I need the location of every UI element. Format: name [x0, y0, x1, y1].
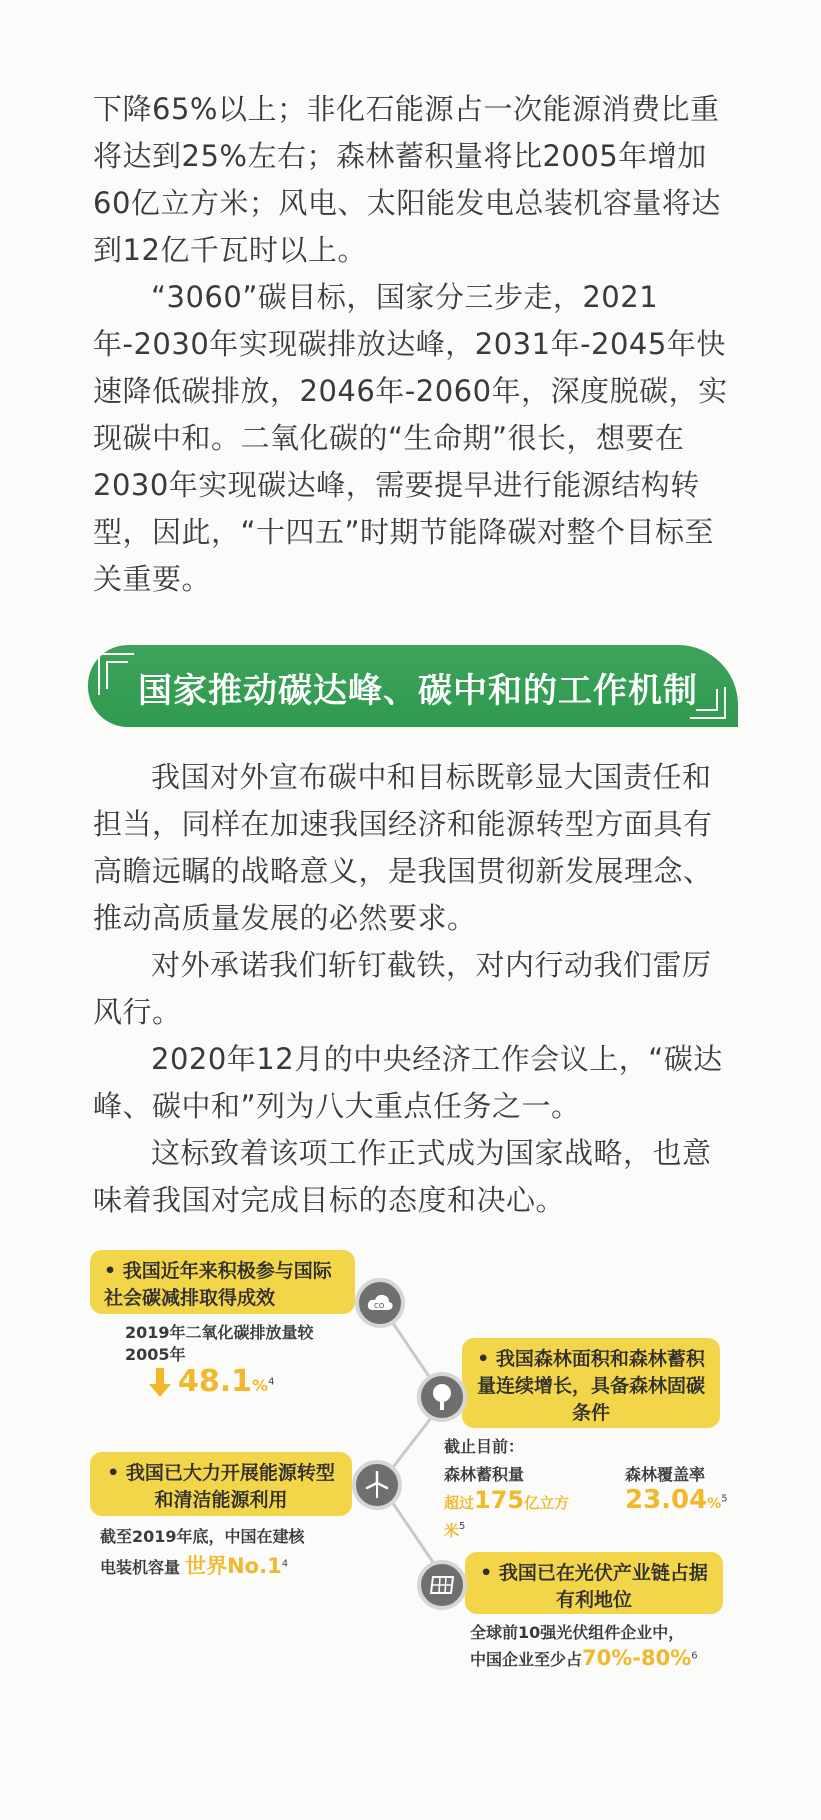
info-box-energy: • 我国已大力开展能源转型和清洁能源利用 [90, 1452, 352, 1516]
wind-turbine-icon [352, 1460, 402, 1510]
forest-stock-unit: 亿立方米 [444, 1494, 570, 1540]
energy-caption-line2 [100, 1550, 288, 1580]
info-box-solar: • 我国已在光伏产业链占据有利地位 [465, 1552, 723, 1614]
down-arrow-icon [148, 1368, 172, 1402]
corner-decoration-left-inner [106, 661, 128, 689]
info-box-emissions: • 我国近年来积极参与国际社会碳减排取得成效 [90, 1250, 355, 1314]
paragraph-promise: 对外承诺我们斩钉截铁，对内行动我们雷厉风行。 [93, 948, 712, 1029]
solar-footnote: 6 [691, 1650, 698, 1662]
tree-icon [417, 1372, 467, 1422]
forest-cover-value-group [625, 1485, 728, 1515]
solar-caption-line2 [470, 1646, 698, 1671]
forest-stock-footnote: 5 [459, 1521, 466, 1532]
cloud-co2-icon [355, 1278, 405, 1328]
svg-text:CO: CO [374, 1302, 385, 1310]
forest-cover-value: 23.04 [625, 1485, 708, 1515]
emissions-value-group [178, 1364, 274, 1399]
forest-cover-footnote: 5 [721, 1493, 728, 1505]
corner-decoration-right-inner [696, 689, 718, 711]
paragraph-targets: 下降65%以上；非化石能源占一次能源消费比重将达到25%左右；森林蓄积量将比2005年增加60亿立方米；风电、太阳能发电总装机容量将达到12亿千瓦时以上。 [93, 92, 721, 267]
infographic [90, 1240, 750, 1680]
energy-caption-line1: 截至2019年底，中国在建核 [100, 1527, 305, 1546]
paragraph-commitment: 我国对外宣布碳中和目标既彰显大国责任和担当，同样在加速我国经济和能源转型方面具有高瞻远瞩的战略意义，是我国贯彻新发展理念、推动高质量发展的必然要求。 [93, 760, 713, 935]
forest-cover-unit: % [707, 1496, 722, 1512]
solar-caption-line1: 全球前10强光伏组件企业中， [470, 1623, 685, 1642]
paragraph-strategy: 这标致着该项工作正式成为国家战略，也意味着我国对完成目标的态度和决心。 [93, 1136, 712, 1217]
energy-footnote: 4 [281, 1558, 289, 1570]
forest-caption: 截止目前： [444, 1437, 525, 1456]
forest-cover-label: 森林覆盖率 [625, 1465, 706, 1484]
emissions-footnote: 4 [268, 1376, 275, 1388]
section-banner [88, 645, 738, 727]
section-title: 国家推动碳达峰、碳中和的工作机制 [138, 671, 698, 711]
forest-stock-value: 175 [474, 1486, 525, 1514]
forest-stock-label: 森林蓄积量 [444, 1465, 525, 1484]
info-box-forest: • 我国森林面积和森林蓄积量连续增长，具备森林固碳条件 [462, 1338, 720, 1428]
emissions-value: 48.1 [178, 1364, 253, 1399]
paragraph-conference: 2020年12月的中央经济工作会议上，“碳达峰、碳中和”列为八大重点任务之一。 [93, 1042, 723, 1123]
paragraph-3060: “3060”碳目标，国家分三步走，2021年-2030年实现碳排放达峰，2031年-2045年快速降低碳排放，2046年-2060年，深度脱碳，实现碳中和。二氧化碳的“生命期”很长，想要在2030年实现碳达峰，需要提早进行能源结构转型，因此，“十四五”时期节能降碳对整个目标至关重要。 [93, 280, 728, 596]
forest-stock-prefix: 超过 [444, 1494, 475, 1512]
energy-caption-text: 电装机容量 [100, 1558, 181, 1577]
emissions-caption: 2019年二氧化碳排放量较2005年 [125, 1323, 314, 1364]
emissions-unit: % [252, 1376, 269, 1395]
energy-value: 世界No.1 [185, 1554, 282, 1578]
forest-stock-value-group [444, 1488, 574, 1542]
solar-panel-icon [417, 1560, 467, 1610]
solar-caption-text: 中国企业至少占 [470, 1650, 583, 1669]
solar-value: 70%-80% [582, 1646, 692, 1670]
